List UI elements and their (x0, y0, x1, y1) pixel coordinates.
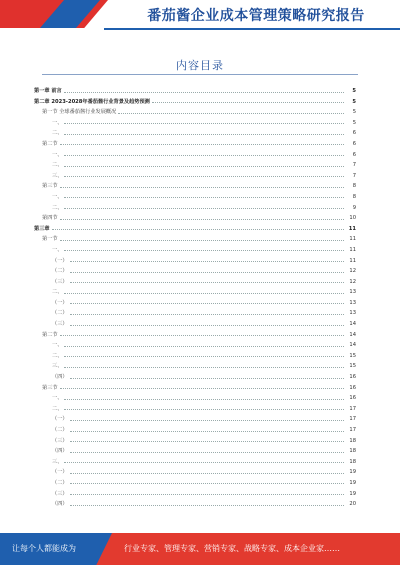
toc-entry-title: 第一节 全球番茄酱行业发展概况 (42, 109, 117, 116)
toc-entry-title: 第二章 2023-2028年番茄酱行业背景及趋势预测 (34, 98, 150, 105)
toc-page-number: 14 (349, 342, 356, 349)
toc-entry[interactable] (34, 404, 356, 415)
toc-page-number: 6 (352, 151, 356, 158)
toc-entry[interactable] (34, 86, 356, 97)
toc-entry[interactable] (34, 245, 356, 256)
toc-page-number: 11 (349, 246, 356, 253)
toc-entry[interactable] (34, 467, 356, 478)
toc-entry-title: 一、 (52, 342, 63, 349)
toc-leader-dots (70, 505, 344, 506)
toc-entry[interactable] (34, 277, 356, 288)
toc-page-number: 16 (349, 374, 356, 381)
toc-entry-title: （四） (52, 374, 68, 381)
toc-entry[interactable] (34, 224, 356, 235)
toc-entry[interactable] (34, 97, 356, 108)
toc-page-number: 15 (349, 363, 356, 370)
toc-entry[interactable] (34, 192, 356, 203)
toc-leader-dots (64, 166, 344, 167)
toc-leader-dots (60, 240, 344, 241)
toc-entry[interactable] (34, 181, 356, 192)
toc-entry-title: （一） (52, 257, 68, 264)
toc-page-number: 13 (349, 310, 356, 317)
toc-leader-dots (60, 144, 344, 145)
toc-leader-dots (60, 335, 344, 336)
toc-entry[interactable] (34, 372, 356, 383)
page-header (0, 0, 400, 30)
toc-entry-title: （二） (52, 310, 68, 317)
toc-page-number: 5 (352, 98, 356, 105)
toc-leader-dots (70, 303, 344, 304)
toc-leader-dots (64, 92, 344, 93)
toc-entry-title: 第一节 (42, 236, 58, 243)
page-footer (0, 533, 400, 565)
toc-leader-dots (60, 219, 344, 220)
toc-entry-title: 二、 (52, 204, 63, 211)
toc-leader-dots (70, 314, 344, 315)
toc-entry-title: （一） (52, 416, 68, 423)
toc-entry[interactable] (34, 361, 356, 372)
toc-entry-title: （三） (52, 321, 68, 328)
toc-entry[interactable] (34, 340, 356, 351)
toc-leader-dots (64, 176, 344, 177)
toc-entry-title: 第一章 前言 (34, 88, 62, 94)
toc-entry[interactable] (34, 436, 356, 447)
toc-entry-title: 第四节 (42, 215, 58, 222)
toc-leader-dots (70, 325, 344, 326)
toc-entry[interactable] (34, 266, 356, 277)
toc-page-number: 11 (348, 225, 356, 232)
toc-page-number: 19 (349, 490, 356, 497)
toc-entry-title: 一、 (52, 246, 63, 253)
toc-entry-title: 一、 (52, 151, 63, 158)
toc-page-number: 5 (352, 119, 356, 126)
toc-leader-dots (70, 261, 344, 262)
toc-entry[interactable] (34, 160, 356, 171)
toc-page-number: 19 (349, 469, 356, 476)
toc-leader-dots (64, 409, 344, 410)
toc-page-number: 10 (349, 215, 356, 222)
toc-entry[interactable] (34, 203, 356, 214)
toc-entry-title: 二、 (52, 162, 63, 169)
toc-entry[interactable] (34, 330, 356, 341)
toc-entry-title: 三、 (52, 363, 63, 370)
toc-leader-dots (70, 282, 344, 283)
toc-heading-rule (42, 74, 358, 75)
toc-entry-title: 三、 (52, 458, 63, 465)
toc-page-number: 5 (352, 109, 356, 116)
toc-entry-title: 二、 (52, 130, 63, 137)
footer-slogan-left: 让每个人都能成为 (12, 544, 76, 553)
toc-page-number: 18 (349, 437, 356, 444)
toc-page-number: 17 (349, 416, 356, 423)
toc-entry-title: 第二节 (42, 140, 58, 147)
toc-entry-title: （三） (52, 278, 68, 285)
toc-entry-title: （二） (52, 268, 68, 275)
toc-page-number: 8 (352, 183, 356, 190)
toc-entry-title: 一、 (52, 119, 63, 126)
toc-page-number: 9 (352, 204, 356, 211)
toc-entry[interactable] (34, 425, 356, 436)
toc-page-number: 7 (352, 162, 356, 169)
toc-leader-dots (60, 187, 344, 188)
toc-leader-dots (70, 494, 344, 495)
toc-entry-title: 第二节 (42, 331, 58, 338)
toc-leader-dots (70, 473, 344, 474)
toc-page-number: 15 (349, 352, 356, 359)
toc-leader-dots (70, 431, 344, 432)
toc-entry[interactable] (34, 446, 356, 457)
toc-page-number: 14 (349, 331, 356, 338)
toc-page-number: 12 (349, 278, 356, 285)
toc-page-number: 16 (349, 384, 356, 391)
toc-page-number: 18 (349, 458, 356, 465)
toc-page-number: 6 (352, 130, 356, 137)
toc-entry[interactable] (34, 383, 356, 394)
toc-page-number: 7 (352, 172, 356, 179)
toc-entry-title: 二、 (52, 405, 63, 412)
footer-slogan-right: 行业专家、管理专家、营销专家、战略专家、成本企业家…… (124, 544, 340, 553)
toc-page-number: 20 (349, 501, 356, 508)
toc-entry[interactable] (34, 256, 356, 267)
toc-entry[interactable] (34, 457, 356, 468)
toc-page-number: 5 (352, 88, 356, 94)
toc-leader-dots (64, 155, 344, 156)
toc-entry-title: （一） (52, 299, 68, 306)
toc-entry[interactable] (34, 393, 356, 404)
toc-page-number: 13 (349, 299, 356, 306)
toc-page-number: 17 (349, 405, 356, 412)
toc-entry-title: （一） (52, 469, 68, 476)
toc-leader-dots (64, 123, 344, 124)
report-title: 番茄酱企业成本管理策略研究报告 (147, 8, 365, 24)
toc-entry[interactable] (34, 499, 356, 510)
toc-page-number: 18 (349, 448, 356, 455)
toc-entry[interactable] (34, 319, 356, 330)
toc-entry[interactable] (34, 213, 356, 224)
toc-entry[interactable] (34, 287, 356, 298)
toc-entry[interactable] (34, 234, 356, 245)
toc-entry-title: （二） (52, 479, 68, 486)
toc-page-number: 17 (349, 427, 356, 433)
toc-entry[interactable] (34, 139, 356, 150)
toc-entry-title: 二、 (52, 352, 63, 359)
toc-entry[interactable] (34, 298, 356, 309)
toc-entry-title: （三） (52, 437, 68, 444)
table-of-contents (34, 86, 356, 510)
toc-leader-dots (70, 441, 344, 442)
header-rule (104, 28, 400, 30)
toc-leader-dots (64, 208, 344, 209)
toc-leader-dots (64, 250, 344, 251)
toc-page-number: 14 (349, 321, 356, 328)
toc-entry-title: 一、 (52, 395, 63, 402)
toc-leader-dots (52, 229, 344, 230)
toc-leader-dots (70, 452, 344, 453)
toc-page-number: 11 (349, 236, 356, 243)
toc-entry[interactable] (34, 107, 356, 118)
toc-leader-dots (64, 399, 344, 400)
toc-leader-dots (64, 356, 344, 357)
toc-entry-title: 二、 (52, 289, 63, 296)
toc-leader-dots (64, 293, 344, 294)
toc-leader-dots (64, 134, 344, 135)
toc-page-number: 11 (349, 257, 356, 264)
toc-page-number: 13 (349, 289, 356, 296)
toc-page-number: 6 (352, 140, 356, 147)
toc-entry-title: （三） (52, 490, 68, 497)
toc-leader-dots (64, 197, 344, 198)
toc-entry[interactable] (34, 414, 356, 425)
toc-leader-dots (64, 346, 344, 347)
toc-leader-dots (70, 272, 344, 273)
toc-page-number: 8 (352, 193, 356, 200)
toc-entry[interactable] (34, 351, 356, 362)
toc-entry[interactable] (34, 478, 356, 489)
toc-entry[interactable] (34, 489, 356, 500)
toc-entry-title: （四） (52, 501, 68, 508)
toc-entry[interactable] (34, 308, 356, 319)
toc-entry-title: （二） (52, 427, 68, 433)
toc-heading: 内容目录 (176, 59, 224, 72)
toc-leader-dots (60, 388, 344, 389)
toc-page-number: 16 (349, 395, 356, 402)
toc-leader-dots (64, 462, 344, 463)
toc-entry-title: （四） (52, 448, 68, 455)
toc-leader-dots (64, 367, 344, 368)
toc-entry-title: 第三章 (34, 225, 50, 232)
toc-page-number: 19 (349, 479, 356, 486)
toc-leader-dots (70, 420, 344, 421)
toc-entry[interactable] (34, 171, 356, 182)
toc-entry-title: 三、 (52, 172, 63, 179)
toc-entry[interactable] (34, 118, 356, 129)
toc-leader-dots (118, 113, 344, 114)
toc-leader-dots (70, 378, 344, 379)
toc-leader-dots (70, 483, 344, 484)
toc-entry[interactable] (34, 150, 356, 161)
toc-entry-title: 第三节 (42, 183, 58, 190)
toc-entry[interactable] (34, 128, 356, 139)
toc-leader-dots (152, 102, 344, 103)
toc-entry-title: 一、 (52, 193, 63, 200)
toc-entry-title: 第三节 (42, 384, 58, 391)
toc-page-number: 12 (349, 268, 356, 275)
